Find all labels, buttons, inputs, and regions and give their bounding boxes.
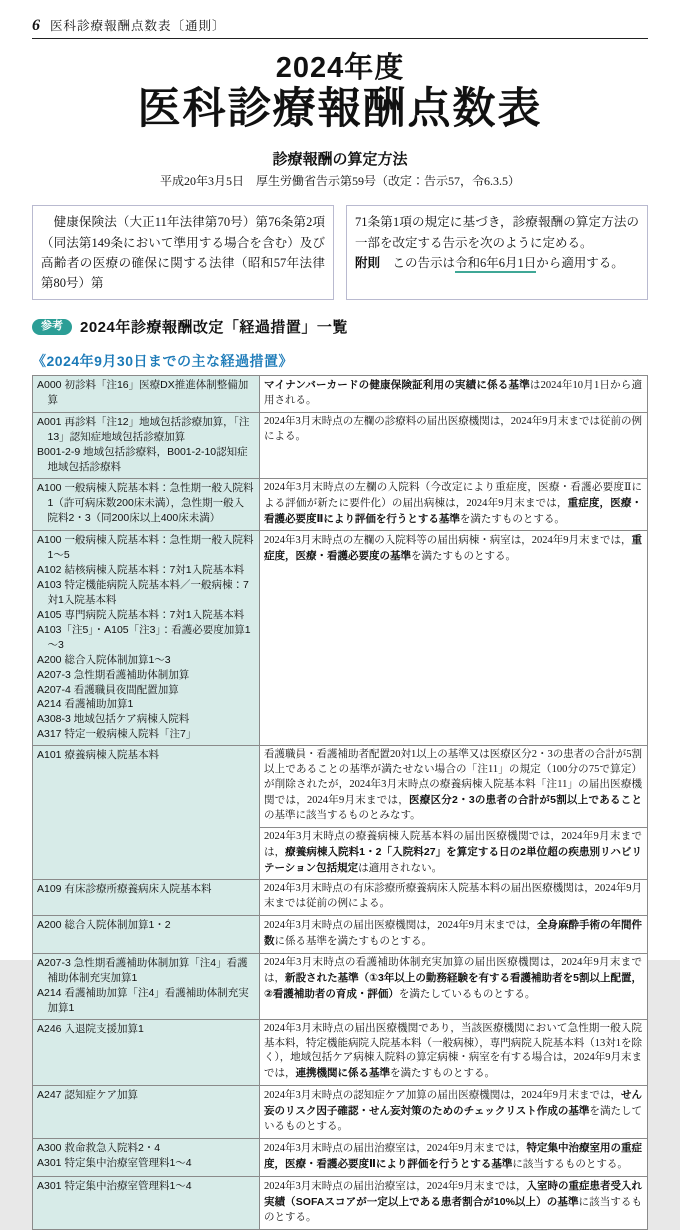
law-box-right-line2-post: から適用する。: [536, 255, 624, 270]
code-cell: [33, 954, 260, 1020]
measure-cell: [260, 1019, 648, 1086]
running-head: [32, 16, 648, 39]
table-row: [33, 1139, 648, 1177]
reference-heading: 2024年診療報酬改定「経過措置」一覧: [80, 319, 348, 337]
measure-cell: [260, 478, 648, 531]
code-item: A101 療養病棟入院基本料: [37, 749, 159, 762]
code-item: A000 初診料「注16」医療DX推進体制整備加算: [37, 379, 249, 407]
table-row: [33, 1019, 648, 1086]
measure-text: 2024年3月末時点の届出治療室は，2024年9月末までは，: [264, 1180, 527, 1192]
measure-text: を満たすものとする。: [411, 551, 516, 563]
code-item: A207-3 急性期看護補助体制加算: [37, 668, 190, 681]
code-cell: [33, 1086, 260, 1139]
measure-cell: [260, 827, 648, 880]
measure-text: 2024年3月末時点の届出医療機関であり，当該医療機関において急性期一般入院基本料，特定機能病院入院基本料（一般病棟），専門病院入院基本料（13対1を除く），地域包括ケア病棟入院料の算定病棟・病室を有する場合は，2024年9月末までは，: [264, 1022, 642, 1080]
measure-text-emphasis: 全身麻酔手術の年間件数: [264, 919, 642, 948]
measure-text: を満たしているものとする。: [264, 1106, 643, 1133]
code-cell: [33, 376, 260, 413]
measure-text: 2024年3月末時点の有床診療所療養病床入院基本料の届出医療機関は，2024年9月末までは従前の例による。: [264, 883, 642, 910]
code-item: A214 看護補助加算「注4」看護補助体制充実加算1: [37, 986, 249, 1014]
law-box-left: [32, 205, 334, 300]
code-item: A103「注5」・A105「注3」：看護必要度加算1～3: [37, 623, 251, 651]
table-heading: 《2024年9月30日までの主な経過措置》: [32, 353, 294, 370]
measure-cell: [260, 376, 648, 413]
measure-cell: [260, 746, 648, 828]
measure-text: を満たすものとする。: [390, 1068, 495, 1080]
table-row: [33, 746, 648, 828]
measure-text-emphasis: 入室時の重症患者受入れ実績（SOFAスコアが一定以上である患者割合が10%以上）の基準: [264, 1179, 642, 1208]
table-row: [33, 1086, 648, 1139]
measure-cell: [260, 1176, 648, 1229]
measure-text-emphasis: せん妄のリスク因子確認・せん妄対策のためのチェックリスト作成の基準: [264, 1089, 642, 1118]
code-item: A317 特定一般病棟入院料「注7」: [37, 728, 197, 741]
code-item: A001 再診料「注12」地域包括診療加算，「注13」認知症地域包括診療加算: [37, 416, 250, 444]
measure-text-emphasis: マイナンバーカードの健康保険証利用の実績に係る基準: [264, 379, 530, 392]
code-item: A207-3 急性期看護補助体制加算「注4」看護補助体制充実加算1: [37, 957, 248, 984]
measure-text: 2024年3月末時点の左欄の診療料の届出医療機関は，2024年9月末までは従前の例による。: [264, 416, 642, 443]
law-box-right-line2-pre: この告示は: [380, 255, 456, 270]
measure-text: 2024年3月末時点の療養病棟入院基本料の届出医療機関では，2024年9月末までは，: [264, 830, 642, 858]
measure-cell: [260, 1086, 648, 1139]
code-cell: [33, 880, 260, 916]
code-item: A300 救命救急入院料2・4: [37, 1142, 161, 1155]
code-cell: [33, 1176, 260, 1229]
table-row: [33, 1176, 648, 1229]
table-row: [33, 954, 648, 1020]
reference-badge: 参考: [32, 319, 72, 335]
code-item: A246 入退院支援加算1: [37, 1022, 144, 1035]
measure-text: 2024年3月末時点の看護補助体制充実加算の届出医療機関は，2024年9月末までは，: [264, 957, 642, 984]
code-item: A100 一般病棟入院基本料：急性期一般入院料1～5: [37, 534, 254, 562]
code-cell: [33, 1139, 260, 1177]
code-item: A103 特定機能病院入院基本料／一般病棟：7対1入院基本料: [37, 579, 249, 607]
page-title: 医科診療報酬点数表: [137, 84, 543, 133]
law-box-right: [346, 205, 648, 300]
table-row: [33, 376, 648, 413]
measure-text: の基準に該当するものとみなす。: [264, 809, 421, 821]
table-row: [33, 531, 648, 746]
fusoku-label: 附則: [355, 255, 381, 270]
measure-cell: [260, 531, 648, 746]
code-item: A105 専門病院入院基本料：7対1入院基本料: [37, 609, 245, 622]
measure-cell: [260, 413, 648, 479]
table-row: [33, 478, 648, 531]
measure-cell: [260, 880, 648, 916]
title-year: 2024年度: [275, 52, 405, 84]
table-row: [33, 413, 648, 479]
measure-text: を満たしているものとする。: [398, 988, 536, 1000]
effective-date: 令和6年6月1日: [455, 256, 536, 273]
subtitle: 診療報酬の算定方法: [272, 151, 408, 169]
measures-table-body: [33, 376, 648, 1229]
code-cell: [33, 916, 260, 954]
code-cell: [33, 413, 260, 479]
table-row: [33, 880, 648, 916]
measure-text-emphasis: 重症度，医療・看護必要度の基準: [264, 534, 642, 563]
measure-text-emphasis: 重症度，医療・看護必要度Ⅱにより評価を行うとする基準: [264, 496, 643, 525]
measure-text: に係る基準を満たすものとする。: [274, 936, 432, 948]
measure-text: を満たすものとする。: [459, 513, 565, 525]
code-cell: [33, 531, 260, 746]
measure-text: に該当するものとする。: [512, 1158, 628, 1170]
measure-text: 2024年3月末時点の届出医療機関は，2024年9月末までは，: [264, 920, 537, 932]
code-item: A100 一般病棟入院基本料：急性期一般入院料1（許可病床数200床未満），急性期一般入院料2・3（同200床以上400床未満）: [37, 481, 254, 524]
table-row: [33, 916, 648, 954]
measure-text: は適用されない。: [358, 862, 443, 874]
measure-text-emphasis: 連携機関に係る基準: [295, 1067, 390, 1080]
code-item: A200 総合入院体制加算1・2: [37, 919, 171, 932]
law-boxes: [32, 205, 648, 300]
measure-text: に該当するものとする。: [264, 1196, 642, 1223]
code-item: A200 総合入院体制加算1～3: [37, 653, 171, 666]
code-item: A301 特定集中治療室管理料1～4: [37, 1179, 192, 1192]
measure-text: 2024年3月末時点の左欄の入院料等の届出病棟・病室は，2024年9月末までは，: [264, 535, 632, 547]
law-box-left-text: 健康保険法（大正11年法律第70号）第76条第2項（同法第149条において準用する場合を含む）及び高齢者の医療の確保に関する法律（昭和57年法律第80号）第: [41, 215, 325, 291]
measure-text-emphasis: 特定集中治療室用の重症度，医療・看護必要度Ⅱにより評価を行うとする基準: [264, 1142, 642, 1170]
code-cell: [33, 478, 260, 531]
measure-cell: [260, 954, 648, 1020]
measure-text: 看護職員・看護補助者配置20対1以上の基準又は医療区分2・3の患者の合計が5割以上であることの基準が満たせない場合の「注11」の規定（100分の75で算定）が削除されたが，2024年3月末時点の療養病棟入院基本料「注11」の届出医療機関では，2024年9月末までは，: [264, 749, 642, 806]
page-number: 6: [32, 17, 40, 34]
measure-cell: [260, 916, 648, 954]
running-head-title: 医科診療報酬点数表〔通則〕: [50, 19, 226, 33]
code-item: A102 結核病棟入院基本料：7対1入院基本料: [37, 564, 245, 577]
code-item: A301 特定集中治療室管理料1～4: [37, 1156, 192, 1169]
measure-text-emphasis: 医療区分2・3の患者の合計が5割以上であること: [409, 793, 642, 806]
code-cell: [33, 1019, 260, 1086]
code-item: A247 認知症ケア加算: [37, 1089, 138, 1102]
title-block: [32, 53, 648, 189]
measures-table: [32, 375, 648, 1229]
code-cell: [33, 746, 260, 880]
code-item: A109 有床診療所療養病床入院基本料: [37, 883, 212, 896]
code-item: A214 看護補助加算1: [37, 698, 134, 711]
measure-text-emphasis: 新設された基準（①3年以上の勤務経験を有する看護補助者を5割以上配置，②看護補助者の育成・評価）: [264, 971, 642, 1000]
code-item: A308-3 地域包括ケア病棟入院料: [37, 713, 190, 726]
measure-text: 2024年3月末時点の認知症ケア加算の届出医療機関は，2024年9月末までは，: [264, 1090, 621, 1102]
law-box-right-line1: 71条第1項の規定に基づき，診療報酬の算定方法の一部を改定する告示を次のように定める。: [355, 215, 639, 250]
notice-line: 平成20年3月5日 厚生労働省告示第59号（改定：告示57，令6.3.5）: [159, 174, 520, 189]
measure-cell: [260, 1139, 648, 1177]
code-item: B001-2-9 地域包括診療料，B001-2-10認知症地域包括診療料: [37, 445, 248, 473]
measure-text: は2024年10月1日から適用される。: [264, 380, 643, 407]
reference-heading-row: [32, 316, 648, 337]
measure-text-emphasis: 療養病棟入院料1・2「入院料27」を算定する日の2単位超の疾患別リハビリテーション包括規定: [264, 845, 643, 874]
code-item: A207-4 看護職員夜間配置加算: [37, 683, 179, 696]
measure-text: 2024年3月末時点の届出治療室は，2024年9月末までは，: [264, 1143, 527, 1155]
measure-text: 2024年3月末時点の左欄の入院料（今改定により重症度，医療・看護必要度Ⅱによる評価が新たに要件化）の届出病棟は，2024年9月末までは，: [264, 481, 642, 509]
